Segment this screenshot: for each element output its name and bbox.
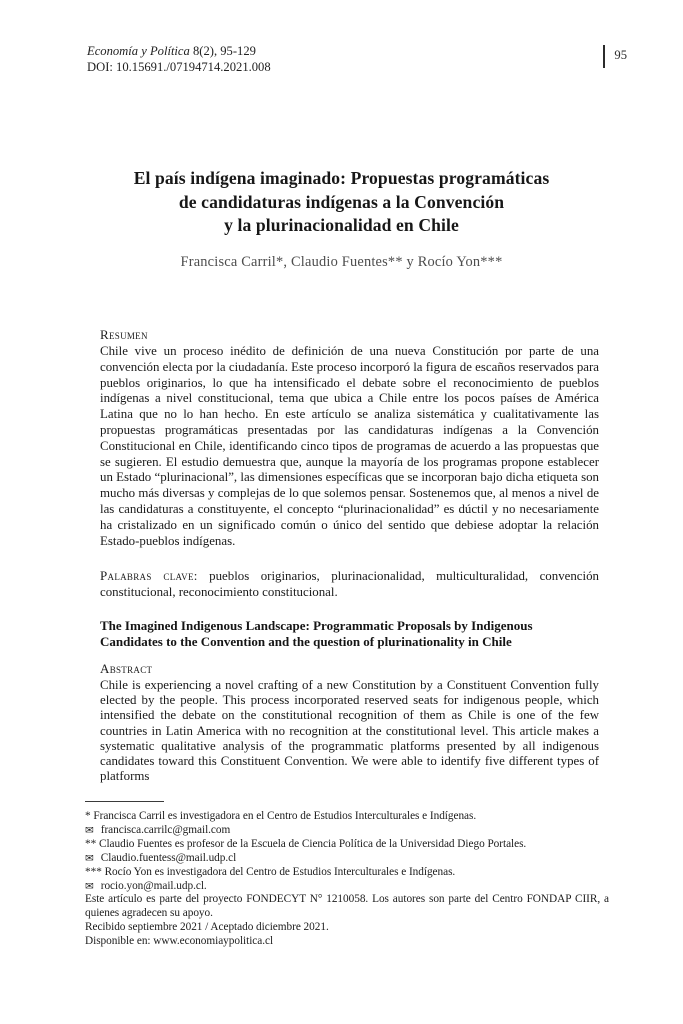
doi: DOI: 10.15691./07194714.2021.008 (87, 59, 271, 74)
footnote-rule (85, 801, 164, 802)
footnote-email (85, 824, 609, 838)
footnote-email-text: Claudio.fuentess@mail.udp.cl (100, 851, 237, 864)
resumen-label: Resumen (100, 327, 148, 342)
footnote-email-text: francisca.carrilc@gmail.com (100, 823, 231, 836)
envelope-icon: ✉ (85, 853, 94, 865)
journal-citation (87, 44, 271, 60)
footnotes (85, 810, 609, 949)
footnote-line: ** Claudio Fuentes es profesor de la Escuela de Ciencia Política de la Universidad Diego Portales. (85, 837, 527, 850)
english-title-line: Candidates to the Convention and the question of plurinationality in Chile (100, 634, 512, 650)
footnote-email (85, 852, 609, 866)
english-title (100, 618, 599, 650)
resumen-text: Chile vive un proceso inédito de definición de una nueva Constitución por parte de una convención electa por la ciudadanía. Este proceso incorporó la figura de escaños reservados para pueblos originarios, lo que ha intensificado el debate sobre el reconocimiento de pueblos indígenas a nivel constitucional, tema que ubica a Chile entre los pocos países de América Latina que no lo han hecho. En este artículo se analiza sistemática y cualitativamente las propuestas programáticas presentadas por las candidaturas indígenas a la Convención Constitucional en Chile, identificando cinco tipos de programas de acuerdo a las propuestas que se sugieren. El estudio demuestra que, aunque la mayoría de los programas propone establecer un Estado “plurinacional”, las dimensiones específicas que se incorporan bajo dicha etiqueta son mucho más diversas y complejas de lo que solemos pensar. Sostenemos que, al menos a nivel de las candidaturas a constituyente, el concepto “plurinacionalidad” es dúctil y no necesariamente ha cristalizado en un significado común o único del sentido que debiese adoptar la relación Estado-pueblos indígenas. (100, 344, 599, 548)
footnote-line: * Francisca Carril es investigadora en el Centro de Estudios Interculturales e Indígenas. (85, 810, 477, 822)
abstract-text: Chile is experiencing a novel crafting of a new Constitution by a Constituent Convention fully elected by the people. This process incorporated reserved seats for indigenous people, which intensified the debate on the constitutional recognition of them as Chile is one of the few countries in Latin America with no recognition at the constitutional level. This article makes a systematic qualitative analysis of the programmatic platforms presented by all indigenous candidates toward this Constituent Convention. We were able to identify five different types of platforms (100, 678, 599, 784)
title-line: y la plurinacionalidad en Chile (224, 215, 459, 235)
envelope-icon: ✉ (85, 825, 94, 837)
journal-issue: 8(2), 95-129 (189, 44, 256, 58)
page-number-block (603, 44, 627, 68)
english-title-line: The Imagined Indigenous Landscape: Programmatic Proposals by Indigenous (100, 618, 533, 633)
footnote-line: Disponible en: www.economiaypolitica.cl (85, 935, 274, 948)
footnote-line: Recibido septiembre 2021 / Aceptado diciembre 2021. (85, 921, 329, 934)
abstract-label: Abstract (100, 661, 153, 676)
title-line: El país indígena imaginado: Propuestas programáticas (133, 168, 550, 188)
footnote-email (85, 880, 609, 894)
page-number: 95 (614, 48, 627, 62)
keywords-label: Palabras clave: (100, 568, 198, 583)
footnote-email-text: rocio.yon@mail.udp.cl. (100, 879, 207, 892)
journal-name: Economía y Política (87, 44, 190, 58)
page-number-rule (603, 45, 606, 68)
keywords (100, 568, 599, 601)
title-line: de candidaturas indígenas a la Convención (178, 191, 505, 212)
keywords-text: pueblos originarios, plurinacionalidad, multiculturalidad, convención constitucional, reconocimiento constitucional. (100, 569, 600, 599)
authors: Francisca Carril*, Claudio Fuentes** y Rocío Yon*** (180, 254, 503, 270)
journal-header (87, 44, 271, 75)
article-title (70, 167, 613, 238)
footnote-line: *** Rocío Yon es investigadora del Centro de Estudios Interculturales e Indígenas. (85, 865, 456, 878)
footnote-line: Este artículo es parte del proyecto FONDECYT N° 1210058. Los autores son parte del Centro FONDAP CIIR, a quienes agradecen su apoyo. (85, 893, 609, 920)
envelope-icon: ✉ (85, 881, 94, 893)
